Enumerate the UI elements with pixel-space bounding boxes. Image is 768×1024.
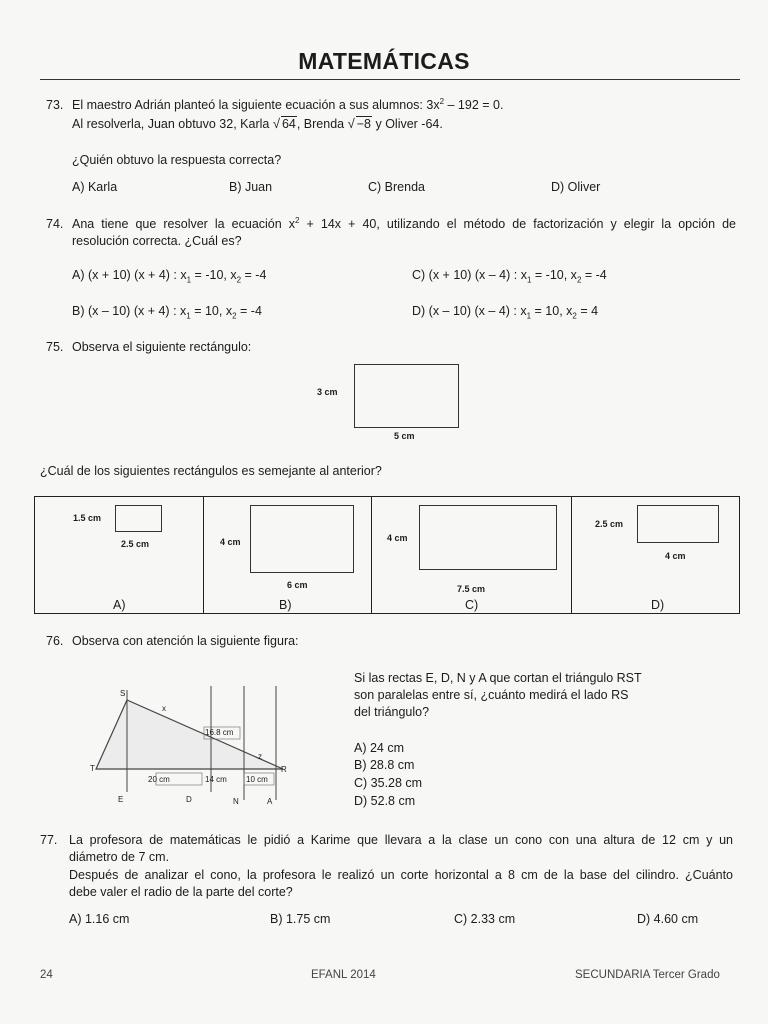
segment-10-label: 10 cm: [246, 775, 268, 784]
q76-option-b[interactable]: B) 28.8 cm: [354, 758, 415, 772]
footer-center: EFANL 2014: [311, 969, 376, 981]
ref-rect-height: 3 cm: [317, 387, 338, 397]
sqrt-symbol: √: [272, 116, 280, 131]
q74-d-mid: = 10, x: [531, 304, 573, 318]
option-c-rectangle: [419, 505, 557, 570]
question-74-line2: resolución correcta. ¿Cuál es?: [72, 234, 242, 248]
triangle-figure: [84, 676, 310, 812]
q74-b-sub1: 1: [186, 311, 191, 321]
q74-d-end: = 4: [576, 304, 599, 318]
footer-right: SECUNDARIA Tercer Grado: [575, 969, 720, 981]
option-d-rectangle: [637, 505, 719, 543]
segment-20-label: 20 cm: [148, 775, 170, 784]
q76-option-c[interactable]: C) 35.28 cm: [354, 776, 423, 790]
q74-c-sub1: 1: [526, 275, 532, 285]
question-73-question: ¿Quién obtuvo la respuesta correcta?: [72, 153, 282, 167]
q73-sqrt-karla: 64: [281, 117, 296, 131]
vertex-s: S: [120, 689, 126, 698]
q77-option-b[interactable]: B) 1.75 cm: [270, 912, 331, 926]
ref-rect-width: 5 cm: [394, 431, 415, 441]
q77-option-a[interactable]: A) 1.16 cm: [69, 912, 130, 926]
option-d-width: 4 cm: [665, 551, 686, 561]
question-76-prompt: Observa con atención la siguiente figura:: [72, 634, 299, 648]
title-divider: [40, 79, 740, 80]
q74-line1-b: + 14x + 40, utilizando el método de factorización y elegir la opción de: [299, 217, 736, 231]
question-77-line4: debe valer el radio de la parte del corte?: [69, 885, 293, 899]
question-77-number: 77.: [40, 833, 58, 847]
q76-text-line1: Si las rectas E, D, N y A que cortan el triángulo RST: [354, 671, 642, 685]
q73-line2-c: y Oliver -64.: [372, 117, 443, 131]
q77-option-c[interactable]: C) 2.33 cm: [454, 912, 516, 926]
q74-c-sub2: 2: [576, 275, 582, 285]
question-75-question: ¿Cuál de los siguientes rectángulos es semejante al anterior?: [40, 464, 382, 478]
q73-line2-a: Al resolverla, Juan obtuvo 32, Karla: [72, 117, 273, 131]
triangle-rst: [96, 700, 283, 769]
question-74-line1: [72, 215, 736, 233]
q74-b-prefix: B) (x – 10) (x + 4) : x: [72, 304, 187, 318]
option-d-height: 2.5 cm: [595, 519, 624, 529]
q74-a-sub2: 2: [236, 275, 242, 285]
q74-option-b[interactable]: [72, 302, 262, 320]
q73-option-d[interactable]: D) Oliver: [551, 180, 601, 194]
q73-line1-end: – 192 = 0.: [444, 98, 504, 112]
q75-options-table: [34, 496, 740, 614]
q74-d-sub2: 2: [572, 311, 577, 321]
question-74-number: 74.: [46, 217, 64, 231]
option-d-label: D): [651, 598, 665, 612]
q77-option-d[interactable]: D) 4.60 cm: [637, 912, 699, 926]
line-d-label: D: [186, 795, 192, 804]
q74-d-prefix: D) (x – 10) (x – 4) : x: [412, 304, 527, 318]
question-73-results: [72, 115, 443, 133]
segment-16-8-label: 16.8 cm: [205, 728, 234, 737]
q74-b-end: = -4: [236, 304, 262, 318]
question-77-line3: Después de analizar el cono, la profesora le realizó un corte horizontal a 8 cm de la base del cilindro. ¿Cuánto: [69, 868, 733, 882]
question-77-line2: diámetro de 7 cm.: [69, 850, 170, 864]
question-75-prompt: Observa el siguiente rectángulo:: [72, 340, 252, 354]
question-76-number: 76.: [46, 634, 64, 648]
q74-b-mid: = 10, x: [190, 304, 233, 318]
q73-option-c[interactable]: C) Brenda: [368, 180, 425, 194]
option-b-width: 6 cm: [287, 580, 308, 590]
q76-option-d[interactable]: D) 52.8 cm: [354, 794, 416, 808]
q73-line2-b: , Brenda: [296, 117, 348, 131]
page-number: 24: [40, 969, 53, 981]
q74-a-mid: = -10, x: [191, 268, 237, 282]
option-a-height: 1.5 cm: [73, 513, 102, 523]
q74-a-prefix: A) (x + 10) (x + 4) : x: [72, 268, 187, 282]
option-a-rectangle: [115, 505, 162, 532]
label-x: x: [162, 704, 166, 713]
vertex-r: R: [281, 765, 287, 774]
question-75-number: 75.: [46, 340, 64, 354]
option-c-label: C): [465, 598, 479, 612]
label-z: z: [258, 752, 262, 761]
option-b-rectangle: [250, 505, 354, 573]
q75-option-d[interactable]: [571, 497, 739, 613]
q73-option-a[interactable]: A) Karla: [72, 180, 118, 194]
q74-exponent: 2: [295, 215, 300, 225]
question-77-line1: La profesora de matemáticas le pidió a Karime que llevara a la clase un cono con una altura de 12 cm y un: [69, 833, 733, 847]
option-c-width: 7.5 cm: [457, 584, 486, 594]
q76-option-a[interactable]: A) 24 cm: [354, 741, 405, 755]
q74-a-sub1: 1: [186, 275, 192, 285]
q74-c-end: = -4: [581, 268, 607, 282]
q75-option-c[interactable]: [371, 497, 571, 613]
line-a-label: A: [267, 797, 273, 806]
option-a-label: A): [113, 598, 126, 612]
question-73-statement: [72, 96, 503, 114]
page-title: MATEMÁTICAS: [298, 48, 470, 74]
q74-c-mid: = -10, x: [531, 268, 577, 282]
line-e-label: E: [118, 795, 124, 804]
q74-option-d[interactable]: [412, 302, 598, 320]
q75-option-a[interactable]: [35, 497, 203, 613]
q73-line1-text: El maestro Adrián planteó la siguiente ecuación a sus alumnos: 3x: [72, 98, 440, 112]
line-n-label: N: [233, 797, 239, 806]
q74-b-sub2: 2: [232, 311, 237, 321]
reference-rectangle: [354, 364, 459, 428]
q73-option-b[interactable]: B) Juan: [229, 180, 273, 194]
q74-option-c[interactable]: [412, 266, 607, 284]
question-73-number: 73.: [46, 98, 64, 112]
q75-option-b[interactable]: [203, 497, 371, 613]
q73-sqrt-brenda: −8: [356, 117, 371, 131]
q74-d-sub1: 1: [526, 311, 532, 321]
q74-line1-a: Ana tiene que resolver la ecuación x: [72, 217, 296, 231]
segment-14-label: 14 cm: [205, 775, 227, 784]
option-b-label: B): [279, 598, 292, 612]
q76-text-line2: son paralelas entre sí, ¿cuánto medirá el lado RS: [354, 688, 629, 702]
option-c-height: 4 cm: [387, 533, 408, 543]
q74-a-end: = -4: [241, 268, 267, 282]
q74-option-a[interactable]: [72, 266, 266, 284]
q73-exponent: 2: [439, 96, 445, 106]
option-a-width: 2.5 cm: [121, 539, 150, 549]
option-b-height: 4 cm: [220, 537, 241, 547]
sqrt-symbol: √: [347, 116, 355, 131]
vertex-t: T: [90, 764, 95, 773]
q76-text-line3: del triángulo?: [354, 705, 430, 719]
q74-c-prefix: C) (x + 10) (x – 4) : x: [412, 268, 527, 282]
